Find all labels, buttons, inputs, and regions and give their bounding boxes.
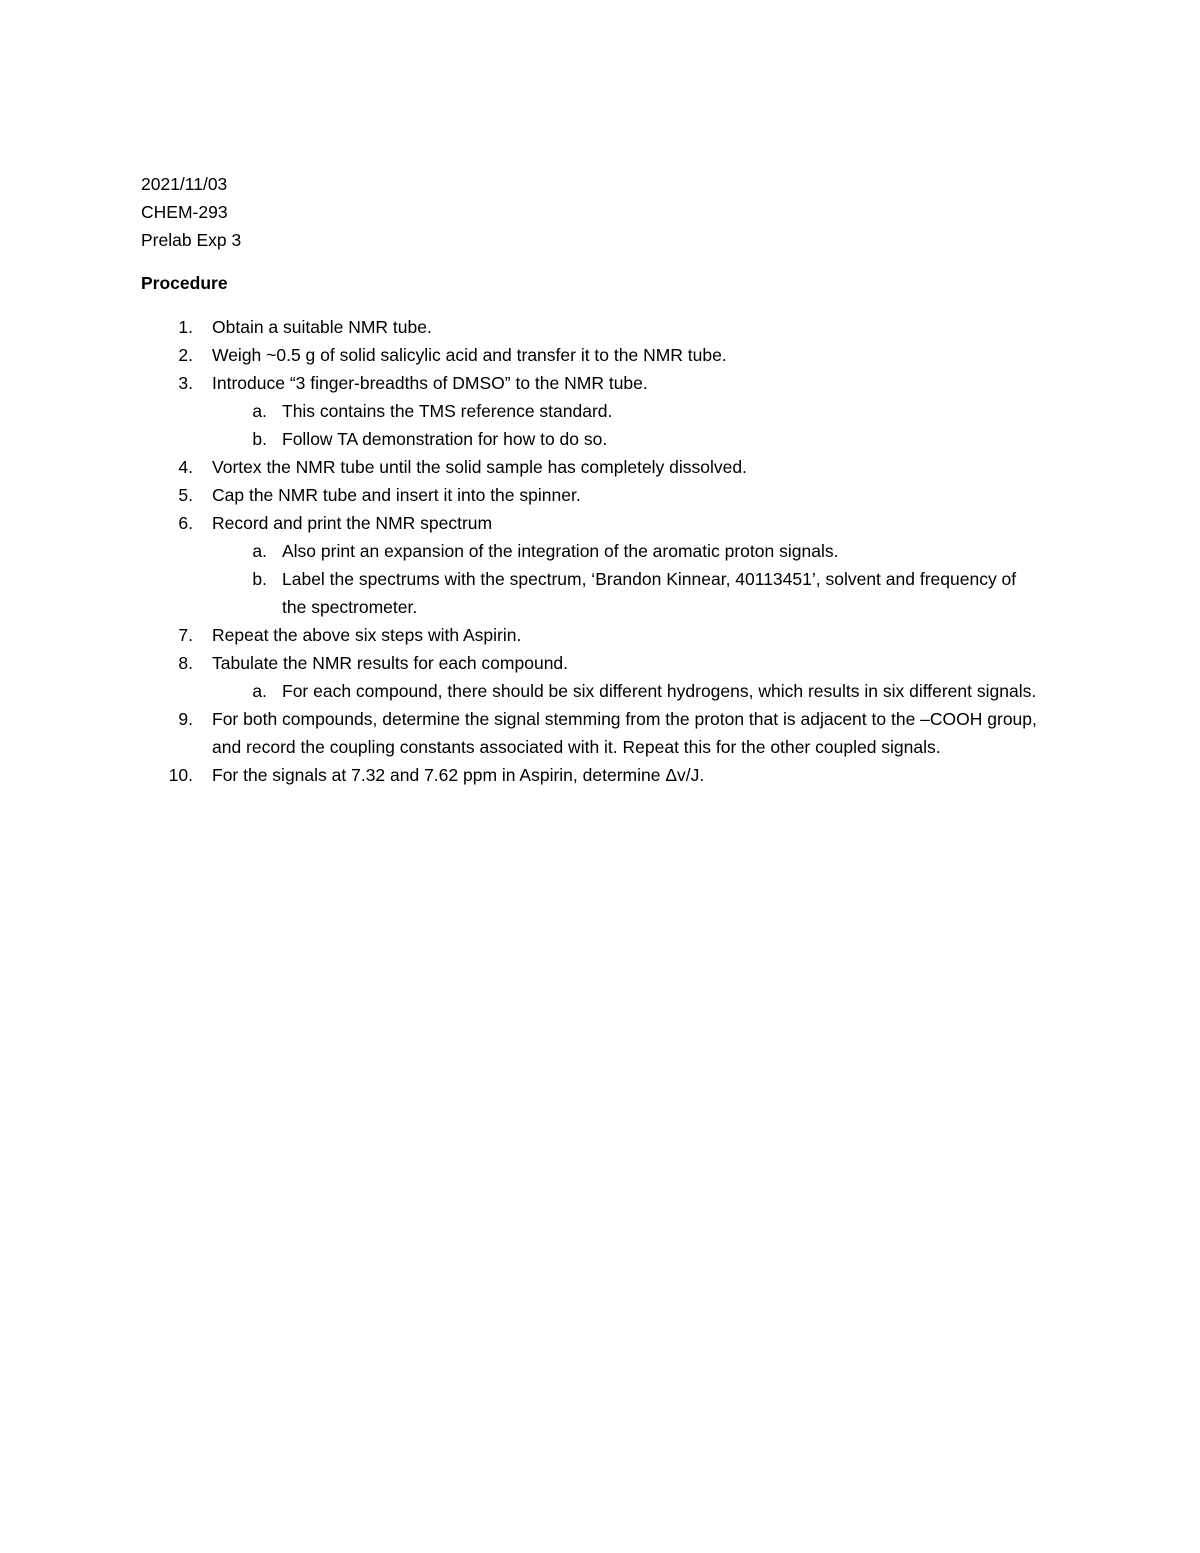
header-date: 2021/11/03 (141, 174, 228, 194)
substep-text: Follow TA demonstration for how to do so. (282, 429, 608, 449)
step-text: For the signals at 7.32 and 7.62 ppm in Aspirin, determine Δv/J. (212, 765, 705, 785)
substep-letter: a. (252, 541, 267, 561)
step-number: 2. (178, 345, 193, 365)
procedure-step (141, 621, 1041, 649)
procedure-step (141, 705, 1041, 761)
substep-letter: a. (252, 401, 267, 421)
step-text: Weigh ~0.5 g of solid salicylic acid and transfer it to the NMR tube. (212, 345, 727, 365)
substep-letter: b. (252, 569, 267, 589)
step-text: Repeat the above six steps with Aspirin. (212, 625, 522, 645)
substep-text: Label the spectrums with the spectrum, ‘Brandon Kinnear, 40113451’, solvent and frequency of the spectrometer. (282, 569, 1017, 617)
substep-letter: a. (252, 681, 267, 701)
step-number: 8. (178, 653, 193, 673)
step-number: 7. (178, 625, 193, 645)
procedure-step (141, 509, 1041, 537)
section-heading: Procedure (141, 273, 228, 293)
procedure-step (141, 453, 1041, 481)
procedure-step (141, 761, 1041, 789)
step-number: 3. (178, 373, 193, 393)
step-text: Vortex the NMR tube until the solid sample has completely dissolved. (212, 457, 747, 477)
step-number: 9. (178, 709, 193, 729)
step-number: 10. (168, 765, 193, 785)
procedure-step (141, 369, 1041, 397)
header-title: Prelab Exp 3 (141, 230, 242, 250)
substep-letter: b. (252, 429, 267, 449)
step-text: Introduce “3 finger-breadths of DMSO” to the NMR tube. (212, 373, 648, 393)
step-text: Obtain a suitable NMR tube. (212, 317, 432, 337)
procedure-list (141, 313, 1041, 789)
substep-text: This contains the TMS reference standard. (282, 401, 613, 421)
document-header (141, 170, 241, 254)
procedure-substep (141, 677, 1041, 705)
step-number: 6. (178, 513, 193, 533)
procedure-step (141, 341, 1041, 369)
step-number: 5. (178, 485, 193, 505)
substep-text: For each compound, there should be six different hydrogens, which results in six different signals. (282, 681, 1037, 701)
step-number: 1. (178, 317, 193, 337)
step-text: Cap the NMR tube and insert it into the spinner. (212, 485, 581, 505)
step-number: 4. (178, 457, 193, 477)
procedure-substep (141, 397, 1041, 425)
procedure-step (141, 649, 1041, 677)
procedure-substep (141, 425, 1041, 453)
step-text: For both compounds, determine the signal stemming from the proton that is adjacent to the –COOH group, and record the coupling constants associated with it. Repeat this for the other coupled signals. (212, 709, 1037, 757)
procedure-step (141, 313, 1041, 341)
header-course: CHEM-293 (141, 202, 228, 222)
step-text: Tabulate the NMR results for each compound. (212, 653, 569, 673)
procedure-step (141, 481, 1041, 509)
step-text: Record and print the NMR spectrum (212, 513, 493, 533)
procedure-substep (141, 537, 1041, 565)
procedure-substep (141, 565, 1041, 621)
substep-text: Also print an expansion of the integration of the aromatic proton signals. (282, 541, 839, 561)
